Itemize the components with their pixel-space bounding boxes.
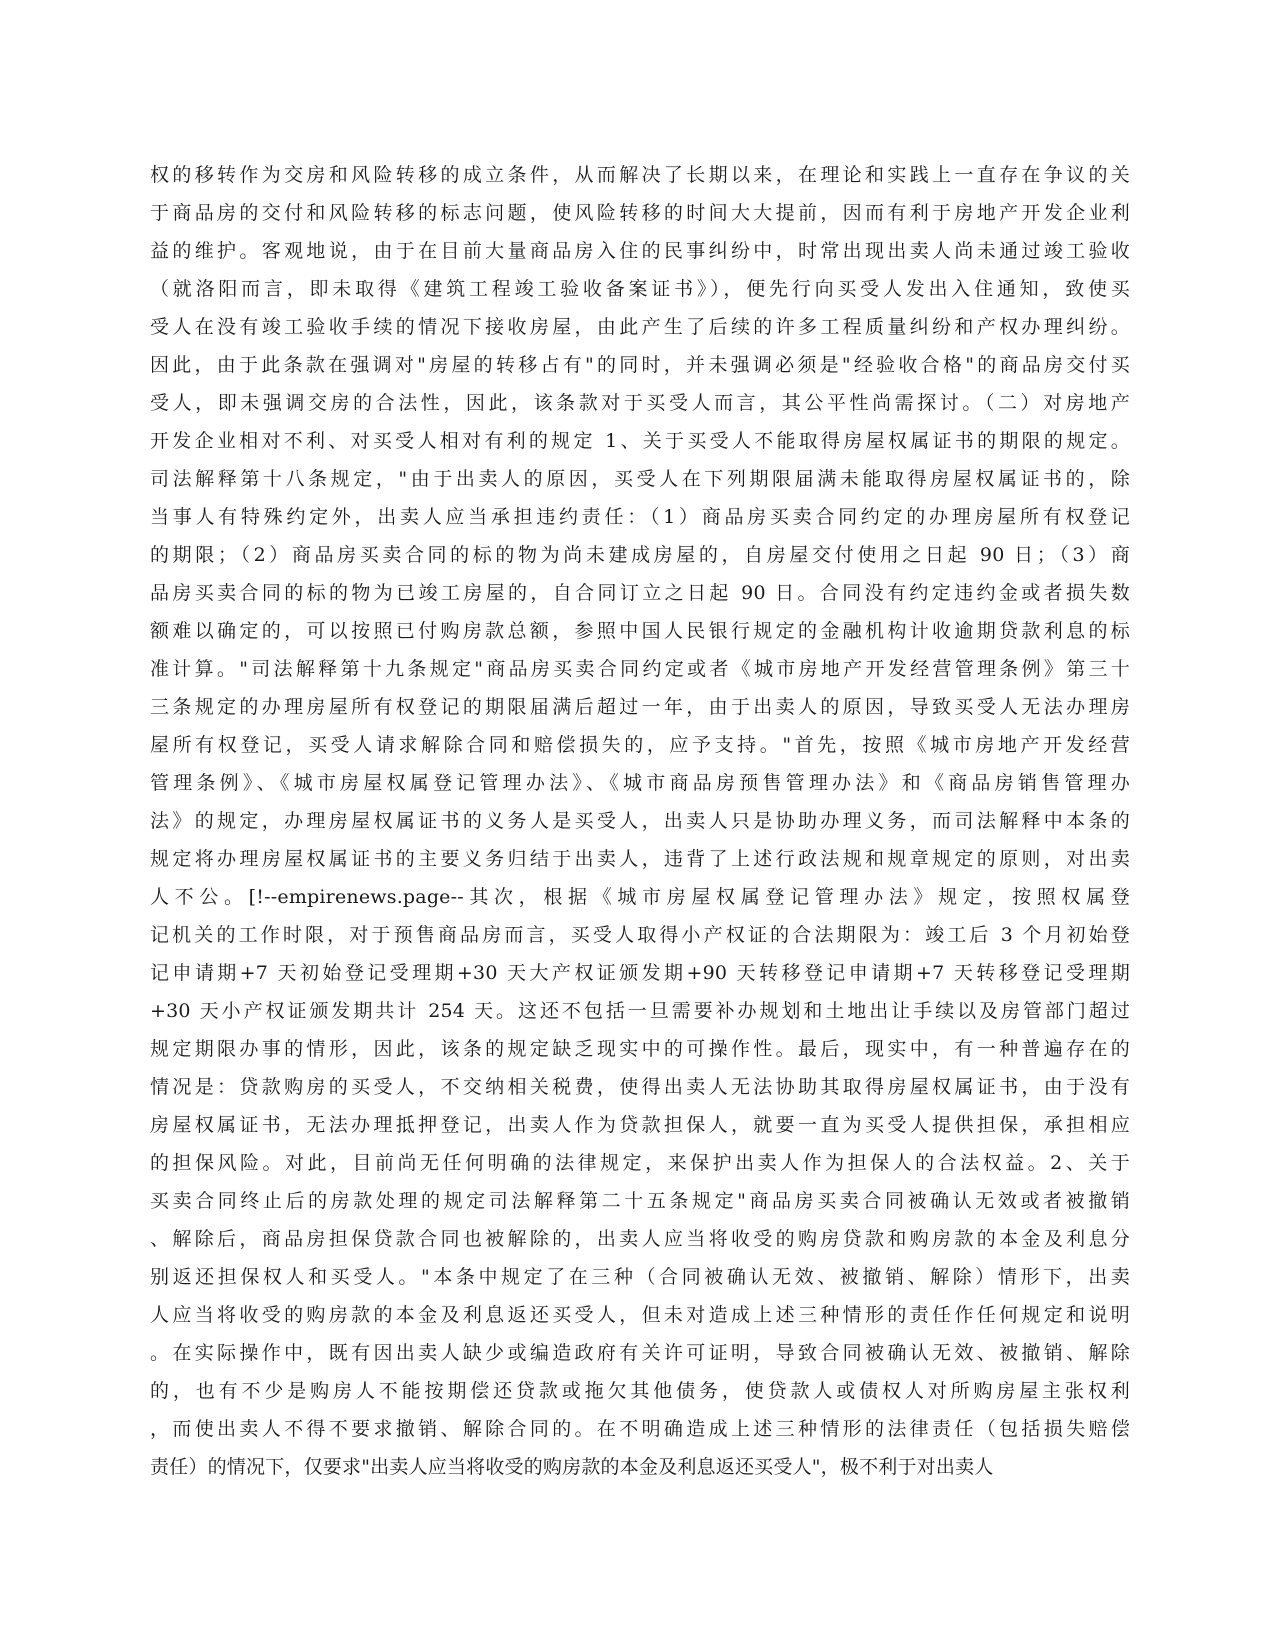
text-line: 责任）的情况下，仅要求"出卖人应当将收受的购房款的本金及利息返还买受人"，极不利于对出卖人 [150,1456,994,1478]
text-line: 房屋权属证书，无法办理抵押登记，出卖人作为贷款担保人，就要一直为买受人提供担保，承担相应 [150,1114,1130,1136]
body-text [150,156,1130,1486]
text-line: 受人，即未强调交房的合法性，因此，该条款对于买受人而言，其公平性尚需探讨。（二）对房地产 [150,392,1130,414]
text-line: 当事人有特殊约定外，出卖人应当承担违约责任：（1）商品房买卖合同约定的办理房屋所有权登记 [150,506,1130,528]
text-line: 三条规定的办理房屋所有权登记的期限届满后超过一年，由于出卖人的原因，导致买受人无法办理房 [150,696,1130,718]
text-line: 准计算。"司法解释第十九条规定"商品房买卖合同约定或者《城市房地产开发经营管理条例》第三十 [150,658,1130,680]
text-line: 因此，由于此条款在强调对"房屋的转移占有"的同时，并未强调必须是"经验收合格"的商品房交付买 [150,354,1130,376]
text-line: 屋所有权登记，买受人请求解除合同和赔偿损失的，应予支持。"首先，按照《城市房地产开发经营 [150,734,1130,756]
text-line: +30 天小产权证颁发期共计 254 天。这还不包括一旦需要补办规划和土地出让手续以及房管部门超过 [150,1000,1130,1022]
text-line: 受人在没有竣工验收手续的情况下接收房屋，由此产生了后续的许多工程质量纠纷和产权办理纠纷。 [150,316,1130,338]
text-line: 规定将办理房屋权属证书的主要义务归结于出卖人，违背了上述行政法规和规章规定的原则，对出卖 [150,848,1130,870]
text-line: 的，也有不少是购房人不能按期偿还贷款或拖欠其他债务，使贷款人或债权人对所购房屋主张权利 [150,1380,1130,1402]
text-line: 规定期限办事的情形，因此，该条的规定缺乏现实中的可操作性。最后，现实中，有一种普遍存在的 [150,1038,1130,1060]
text-line: 额难以确定的，可以按照已付购房款总额，参照中国人民银行规定的金融机构计收逾期贷款利息的标 [150,620,1130,642]
text-line: 司法解释第十八条规定，"由于出卖人的原因，买受人在下列期限届满未能取得房屋权属证书的，除 [150,468,1130,490]
text-line: 人不公。[!--empirenews.page--其次，根据《城市房屋权属登记管理办法》规定，按照权属登 [150,886,1130,908]
text-line: 记申请期+7 天初始登记受理期+30 天大产权证颁发期+90 天转移登记申请期+7 天转移登记受理期 [150,962,1130,984]
text-line: ，而使出卖人不得不要求撤销、解除合同的。在不明确造成上述三种情形的法律责任（包括损失赔偿 [150,1418,1130,1440]
text-line: 。在实际操作中，既有因出卖人缺少或编造政府有关许可证明，导致合同被确认无效、被撤销、解除 [150,1342,1130,1364]
text-line: 情况是：贷款购房的买受人，不交纳相关税费，使得出卖人无法协助其取得房屋权属证书，由于没有 [150,1076,1130,1098]
text-line: 记机关的工作时限，对于预售商品房而言，买受人取得小产权证的合法期限为：竣工后 3 个月初始登 [150,924,1130,946]
text-line: 别返还担保权人和买受人。"本条中规定了在三种（合同被确认无效、被撤销、解除）情形下，出卖 [150,1266,1130,1288]
text-line: 人应当将收受的购房款的本金及利息返还买受人，但未对造成上述三种情形的责任作任何规定和说明 [150,1304,1130,1326]
text-line: （就洛阳而言，即未取得《建筑工程竣工验收备案证书》），便先行向买受人发出入住通知，致使买 [150,278,1130,300]
text-line: 益的维护。客观地说，由于在目前大量商品房入住的民事纠纷中，时常出现出卖人尚未通过竣工验收 [150,240,1130,262]
text-line: 的期限；（2）商品房买卖合同的标的物为尚未建成房屋的，自房屋交付使用之日起 90 日；（3）商 [150,544,1130,566]
text-line: 的担保风险。对此，目前尚无任何明确的法律规定，来保护出卖人作为担保人的合法权益。2、关于 [150,1152,1130,1174]
text-line: 品房买卖合同的标的物为已竣工房屋的，自合同订立之日起 90 日。合同没有约定违约金或者损失数 [150,582,1130,604]
text-line: 于商品房的交付和风险转移的标志问题，使风险转移的时间大大提前，因而有利于房地产开发企业利 [150,202,1130,224]
text-line: 管理条例》、《城市房屋权属登记管理办法》、《城市商品房预售管理办法》和《商品房销售管理办 [150,772,1130,794]
text-line: 开发企业相对不利、对买受人相对有利的规定 1、关于买受人不能取得房屋权属证书的期限的规定。 [150,430,1130,452]
text-line: 权的移转作为交房和风险转移的成立条件，从而解决了长期以来，在理论和实践上一直存在争议的关 [150,164,1130,186]
text-line: 法》的规定，办理房屋权属证书的义务人是买受人，出卖人只是协助办理义务，而司法解释中本条的 [150,810,1130,832]
text-line: 、解除后，商品房担保贷款合同也被解除的，出卖人应当将收受的购房贷款和购房款的本金及利息分 [150,1228,1130,1250]
text-line: 买卖合同终止后的房款处理的规定司法解释第二十五条规定"商品房买卖合同被确认无效或者被撤销 [150,1190,1130,1212]
